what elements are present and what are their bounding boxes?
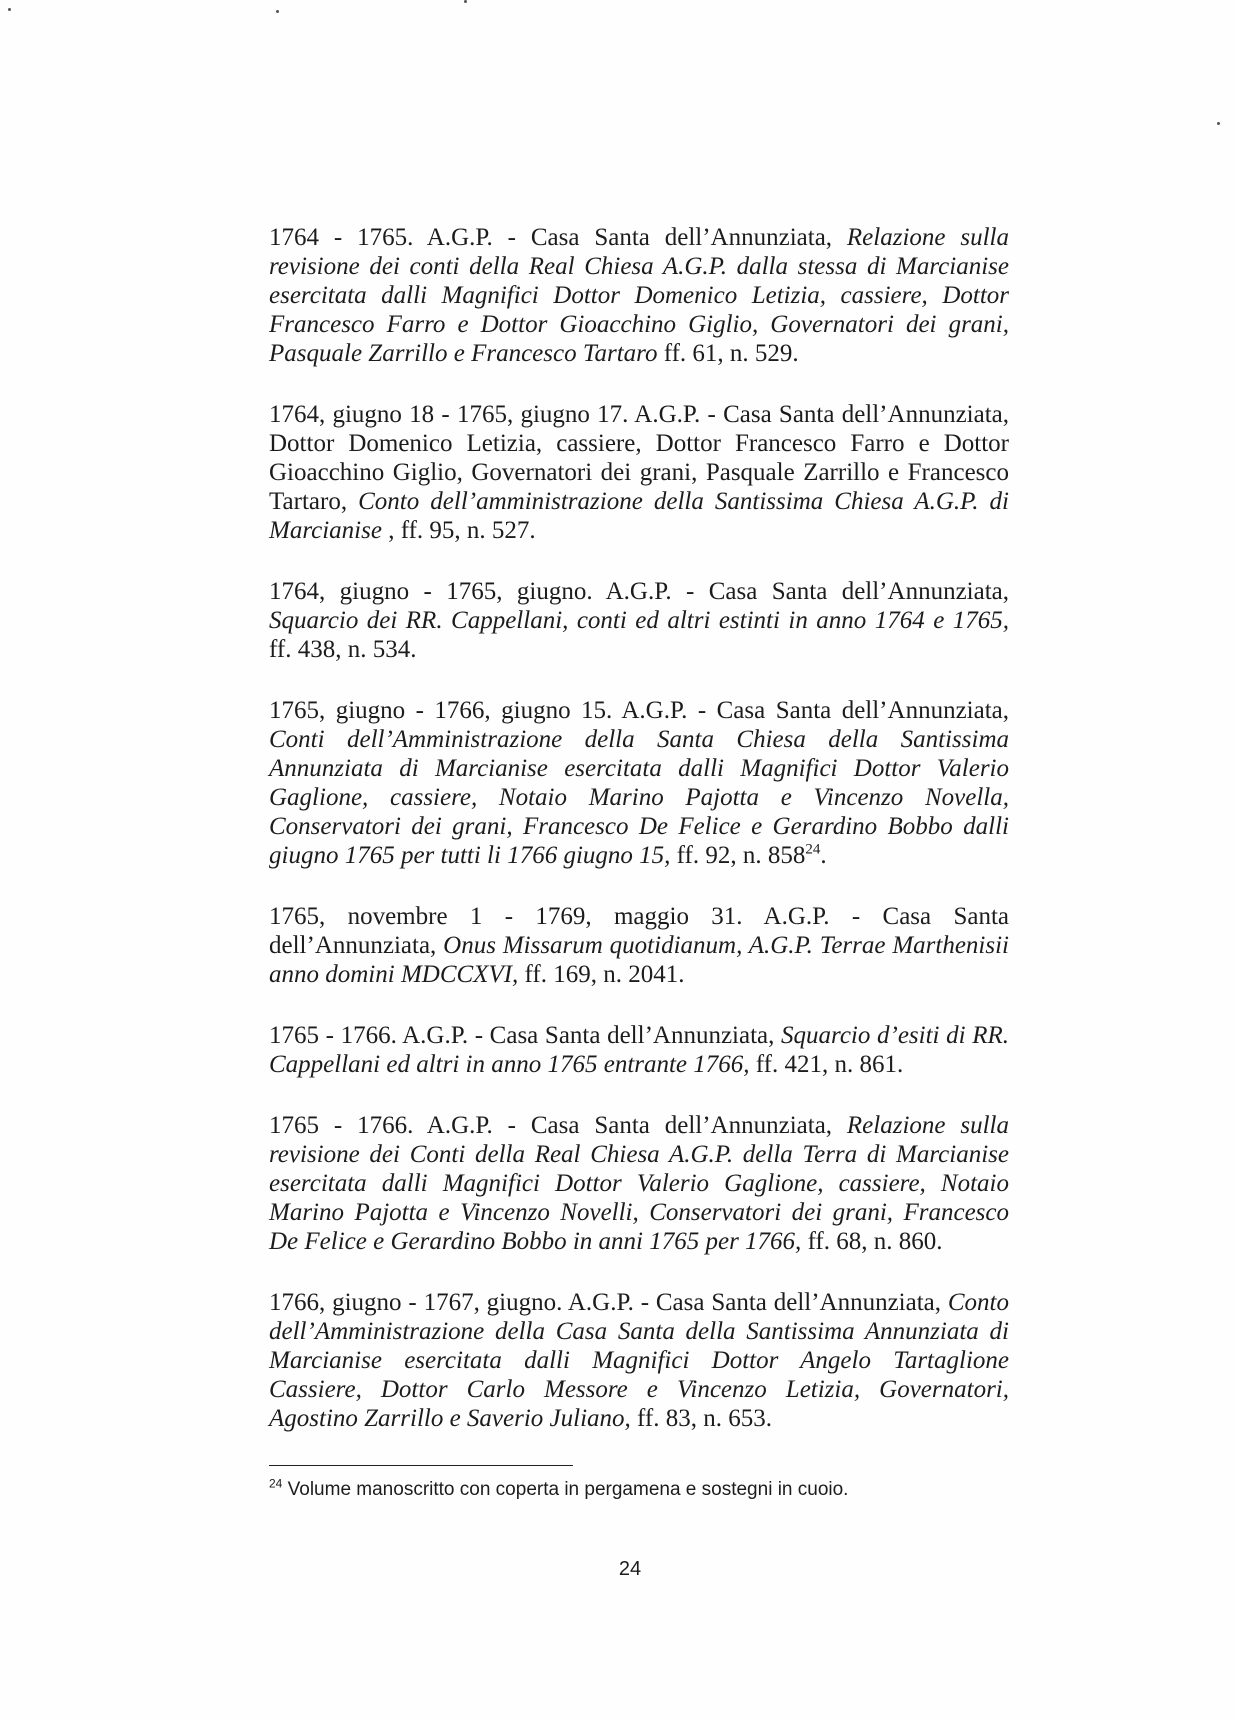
entry-title: Relazione sulla revisione dei Conti della Real Chiesa A.G.P. della Terra di Marcianise esercitata dalli Magnifici Dottor Valerio Gaglione, cassiere, Notaio Marino Pajotta e Vincenzo Novelli, Conservatori dei grani, Francesco De Felice e Gerardino Bobbo in anni 1765 per 1766, <box>269 1112 1009 1255</box>
entry-text: 1765 - 1766. A.G.P. - Casa Santa dell’Annunziata, <box>269 1022 782 1049</box>
entry-title: Onus Missarum quotidianum, A.G.P. Terrae Marthenisii anno domini MDCCXVI, <box>269 932 1009 988</box>
entry-punctuation: . <box>820 842 827 869</box>
archive-entry <box>269 696 1009 870</box>
entry-reference: ff. 61, n. 529. <box>657 340 799 367</box>
archive-entry <box>269 577 1009 664</box>
entry-reference: ff. 83, n. 653. <box>630 1405 772 1432</box>
scan-speck <box>464 0 467 3</box>
entry-reference: ff. 68, n. 860. <box>801 1228 943 1255</box>
scan-speck <box>1217 122 1220 125</box>
entry-text: 1766, giugno - 1767, giugno. A.G.P. - Casa Santa dell’Annunziata, <box>269 1289 948 1316</box>
entry-title: Squarcio dei RR. Cappellani, conti ed altri estinti in anno 1764 e 1765, <box>269 607 1009 634</box>
entry-text: 1764, giugno - 1765, giugno. A.G.P. - Casa Santa dell’Annunziata, <box>269 578 1009 605</box>
entry-text: 1765, giugno - 1766, giugno 15. A.G.P. - Casa Santa dell’Annunziata, <box>269 697 1009 724</box>
archive-entry <box>269 1288 1009 1433</box>
entry-text: 1765 - 1766. A.G.P. - Casa Santa dell’Annunziata, <box>269 1112 847 1139</box>
entry-text: 1764, giugno 18 - 1765, giugno 17. A.G.P. - Casa Santa dell’Annunziata, Dottor Domenico Letizia, cassiere, Dottor Francesco Farro e Dottor Gioacchino Giglio, Governatori dei grani, Pasquale Zarrillo e Francesco Tartaro, <box>269 401 1009 515</box>
archive-entry <box>269 1021 1009 1079</box>
footnote-marker: 24 <box>805 841 821 858</box>
entry-reference: ff. 169, n. 2041. <box>518 961 685 988</box>
scan-speck <box>8 8 11 11</box>
archive-entry <box>269 1111 1009 1256</box>
entry-text: 1765, novembre 1 - 1769, maggio 31. A.G.P. - Casa Santa dell’Annunziata, <box>269 903 1009 959</box>
footnote-text: Volume manoscritto con coperta in pergamena e sostegni in cuoio. <box>282 1479 849 1500</box>
entry-reference: ff. 421, n. 861. <box>749 1051 904 1078</box>
entry-reference: , ff. 95, n. 527. <box>381 517 536 544</box>
entry-text: 1764 - 1765. A.G.P. - Casa Santa dell’Annunziata, <box>269 224 847 251</box>
entry-title: Conti dell’Amministrazione della Santa Chiesa della Santissima Annunziata di Marcianise esercitata dalli Magnifici Dottor Valerio Gaglione, cassiere, Notaio Marino Pajotta e Vincenzo Novella, Conservatori dei grani, Francesco De Felice e Gerardino Bobbo dalli giugno 1765 per tutti li 1766 giugno 15, <box>269 726 1009 869</box>
archive-entry <box>269 902 1009 989</box>
entry-title: Relazione sulla revisione dei conti della Real Chiesa A.G.P. dalla stessa di Marcianise esercitata dalli Magnifici Dottor Domenico Letizia, cassiere, Dottor Francesco Farro e Dottor Gioacchino Giglio, Governatori dei grani, Pasquale Zarrillo e Francesco Tartaro <box>269 224 1009 367</box>
archive-entry <box>269 223 1009 368</box>
footnote-number: 24 <box>269 1476 283 1491</box>
archive-entry <box>269 400 1009 545</box>
entry-title: Squarcio d’esiti di RR. Cappellani ed altri in anno 1765 entrante 1766, <box>269 1022 1010 1078</box>
entry-title: Conto dell’Amministrazione della Casa Santa della Santissima Annunziata di Marcianise esercitata dalli Magnifici Dottor Angelo Tartaglione Cassiere, Dottor Carlo Messore e Vincenzo Letizia, Governatori, Agostino Zarrillo e Saverio Juliano, <box>269 1289 1009 1432</box>
page-number: 24 <box>618 1558 642 1580</box>
entry-title: Conto dell’amministrazione della Santissima Chiesa A.G.P. di Marcianise <box>269 488 1009 544</box>
entry-reference: ff. 438, n. 534. <box>269 636 417 663</box>
scan-speck <box>276 10 279 13</box>
footnote <box>269 1478 1069 1502</box>
footnote-divider <box>269 1465 573 1466</box>
entry-list <box>269 223 1009 1433</box>
entry-reference: ff. 92, n. 858 <box>670 842 806 869</box>
